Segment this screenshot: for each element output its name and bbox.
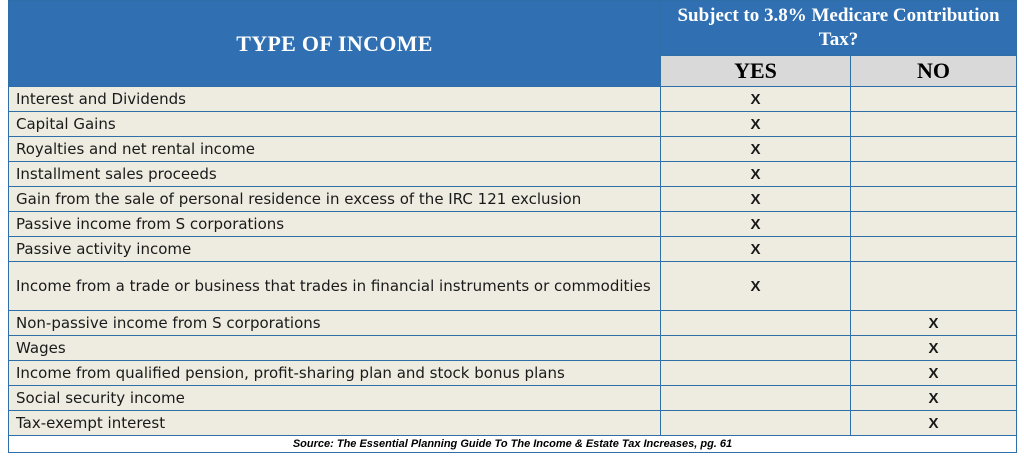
table-row [9, 237, 1017, 262]
no-cell [851, 137, 1017, 162]
table-row [9, 361, 1017, 386]
yes-cell: X [661, 137, 851, 162]
income-type-cell: Tax-exempt interest [9, 411, 661, 436]
no-cell [851, 187, 1017, 212]
table-row [9, 112, 1017, 137]
no-cell [851, 112, 1017, 137]
income-type-cell: Royalties and net rental income [9, 137, 661, 162]
yes-cell: X [661, 162, 851, 187]
yes-cell [661, 336, 851, 361]
income-type-cell: Capital Gains [9, 112, 661, 137]
no-cell [851, 262, 1017, 311]
yes-cell: X [661, 237, 851, 262]
no-cell [851, 212, 1017, 237]
table-row [9, 187, 1017, 212]
income-type-cell: Income from qualified pension, profit-sharing plan and stock bonus plans [9, 361, 661, 386]
table-body [9, 87, 1017, 436]
income-type-cell: Wages [9, 336, 661, 361]
income-type-cell: Installment sales proceeds [9, 162, 661, 187]
no-cell: X [851, 361, 1017, 386]
yes-column-header: YES [661, 55, 851, 86]
table-row [9, 262, 1017, 311]
income-type-cell: Non-passive income from S corporations [9, 311, 661, 336]
yes-cell [661, 386, 851, 411]
no-cell [851, 237, 1017, 262]
income-type-cell: Income from a trade or business that trades in financial instruments or commodities [9, 262, 661, 311]
table-row [9, 411, 1017, 436]
source-row [9, 436, 1017, 453]
table-row [9, 162, 1017, 187]
yes-cell: X [661, 262, 851, 311]
yes-cell [661, 311, 851, 336]
no-cell [851, 87, 1017, 112]
yes-cell: X [661, 212, 851, 237]
table-row [9, 336, 1017, 361]
yes-cell [661, 411, 851, 436]
yes-cell: X [661, 187, 851, 212]
table-row [9, 386, 1017, 411]
no-column-header: NO [851, 55, 1017, 86]
income-type-cell: Passive income from S corporations [9, 212, 661, 237]
no-cell [851, 162, 1017, 187]
income-type-cell: Interest and Dividends [9, 87, 661, 112]
table-row [9, 212, 1017, 237]
table-row [9, 311, 1017, 336]
income-tax-table-container [8, 0, 1016, 453]
yes-cell: X [661, 87, 851, 112]
table-row [9, 87, 1017, 112]
no-cell: X [851, 411, 1017, 436]
no-cell: X [851, 311, 1017, 336]
type-of-income-header: TYPE OF INCOME [9, 1, 661, 87]
table-row [9, 137, 1017, 162]
no-cell: X [851, 336, 1017, 361]
medicare-tax-header: Subject to 3.8% Medicare Contribution Tax? [661, 1, 1017, 56]
yes-cell [661, 361, 851, 386]
no-cell: X [851, 386, 1017, 411]
income-type-cell: Social security income [9, 386, 661, 411]
medicare-tax-table [8, 0, 1017, 453]
income-type-cell: Gain from the sale of personal residence in excess of the IRC 121 exclusion [9, 187, 661, 212]
source-note: Source: The Essential Planning Guide To The Income & Estate Tax Increases, pg. 61 [9, 436, 1017, 453]
yes-cell: X [661, 112, 851, 137]
income-type-cell: Passive activity income [9, 237, 661, 262]
header-row-top [9, 1, 1017, 56]
